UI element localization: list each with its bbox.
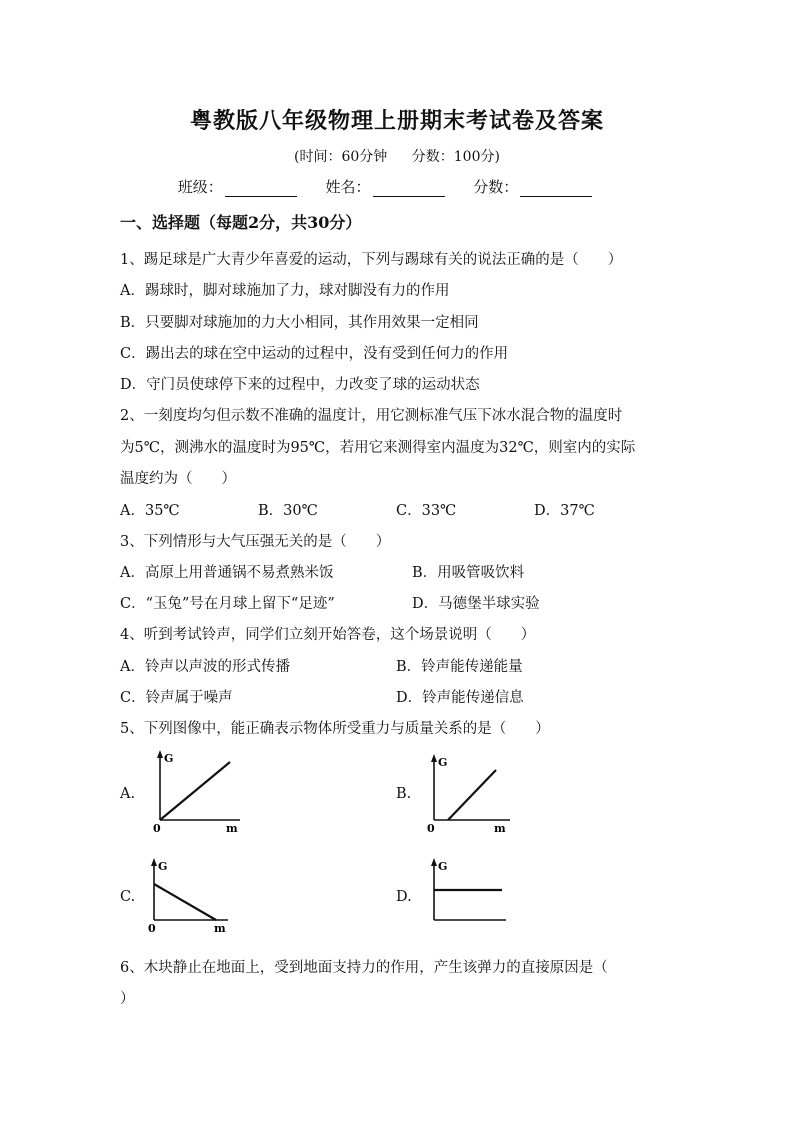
time-limit: (时间：60分钟 xyxy=(294,149,388,165)
q5-graph-d xyxy=(422,856,512,936)
q2-stem-line2: 为5℃，测沸水的温度时为95℃，若用它来测得室内温度为32℃，则室内的实际 xyxy=(120,440,636,456)
q3-option-a: A．高原上用普通锅不易煮熟米饭 xyxy=(120,565,334,581)
q5-option-a-label: A. xyxy=(120,786,136,802)
q2-option-d: D．37℃ xyxy=(534,503,595,519)
q3-stem: 3、下列情形与大气压强无关的是（ ） xyxy=(120,534,391,550)
graph-a-origin: 0 xyxy=(153,822,161,835)
graph-b-y-arrow xyxy=(431,754,437,762)
q6-stem-line1: 6、木块静止在地面上，受到地面支持力的作用，产生该弹力的直接原因是（ xyxy=(120,960,608,976)
total-score: 分数：100分) xyxy=(411,149,500,165)
q2-option-b: B．30℃ xyxy=(258,503,318,519)
graph-a-x-label: m xyxy=(226,822,238,835)
q5-option-d-label: D. xyxy=(396,889,412,905)
q5-option-b-label: B. xyxy=(396,786,412,802)
exam-subtitle xyxy=(0,146,794,166)
q4-option-b: B．铃声能传递能量 xyxy=(396,659,523,675)
q1-stem: 1、踢足球是广大青少年喜爱的运动，下列与踢球有关的说法正确的是（ ） xyxy=(120,252,623,268)
q1-option-b: B．只要脚对球施加的力大小相同，其作用效果一定相同 xyxy=(120,315,479,331)
graph-c-y-arrow xyxy=(151,858,157,866)
graph-a-line xyxy=(160,762,230,820)
q2-stem-line1: 2、一刻度均匀但示数不准确的温度计，用它测标准气压下冰水混合物的温度时 xyxy=(120,408,623,424)
name-blank[interactable] xyxy=(373,182,445,197)
graph-d-y-arrow xyxy=(431,858,437,866)
graph-b-origin: 0 xyxy=(427,822,435,835)
name-label: 姓名： xyxy=(325,178,371,196)
q5-option-c-label: C. xyxy=(120,889,136,905)
q3-option-c: C．“玉兔”号在月球上留下“足迹” xyxy=(120,596,335,612)
graph-b-x-label: m xyxy=(494,822,506,835)
q4-option-c: C．铃声属于噪声 xyxy=(120,690,233,706)
section-heading: 一、选择题（每题2分，共30分） xyxy=(120,213,362,232)
graph-a-y-arrow xyxy=(157,750,163,758)
q2-option-a: A．35℃ xyxy=(120,503,180,519)
graph-b-line xyxy=(448,770,496,820)
graph-d-y-label: G xyxy=(438,860,448,873)
graph-a-y-label: G xyxy=(164,752,174,765)
score-blank[interactable] xyxy=(520,182,592,197)
graph-c-origin: 0 xyxy=(148,922,156,935)
q1-option-d: D．守门员使球停下来的过程中，力改变了球的运动状态 xyxy=(120,377,480,393)
q4-stem: 4、听到考试铃声，同学们立刻开始答卷，这个场景说明（ ） xyxy=(120,627,536,643)
graph-c-x-label: m xyxy=(214,922,226,935)
q4-option-d: D．铃声能传递信息 xyxy=(396,690,524,706)
q4-option-a: A．铃声以声波的形式传播 xyxy=(120,659,290,675)
page-title: 粤教版八年级物理上册期末考试卷及答案 xyxy=(189,108,604,134)
q1-option-a: A．踢球时，脚对球施加了力，球对脚没有力的作用 xyxy=(120,283,450,299)
q5-graph-a xyxy=(148,748,248,836)
class-label: 班级： xyxy=(177,178,223,196)
q2-option-c: C．33℃ xyxy=(396,503,457,519)
graph-c-line xyxy=(154,884,216,920)
q1-option-c: C．踢出去的球在空中运动的过程中，没有受到任何力的作用 xyxy=(120,346,509,362)
graph-c-y-label: G xyxy=(158,860,168,873)
student-info xyxy=(0,176,794,197)
q3-option-b: B．用吸管吸饮料 xyxy=(412,565,525,581)
q2-stem-line3: 温度约为（ ） xyxy=(120,471,236,487)
q5-graph-b xyxy=(422,752,518,836)
graph-b-y-label: G xyxy=(438,756,448,769)
class-blank[interactable] xyxy=(225,182,297,197)
score-label: 分数： xyxy=(473,178,519,196)
q6-stem-line2: ） xyxy=(120,991,135,1007)
q5-graph-c xyxy=(144,856,240,936)
q5-stem: 5、下列图像中，能正确表示物体所受重力与质量关系的是（ ） xyxy=(120,721,550,737)
q3-option-d: D．马德堡半球实验 xyxy=(412,596,540,612)
